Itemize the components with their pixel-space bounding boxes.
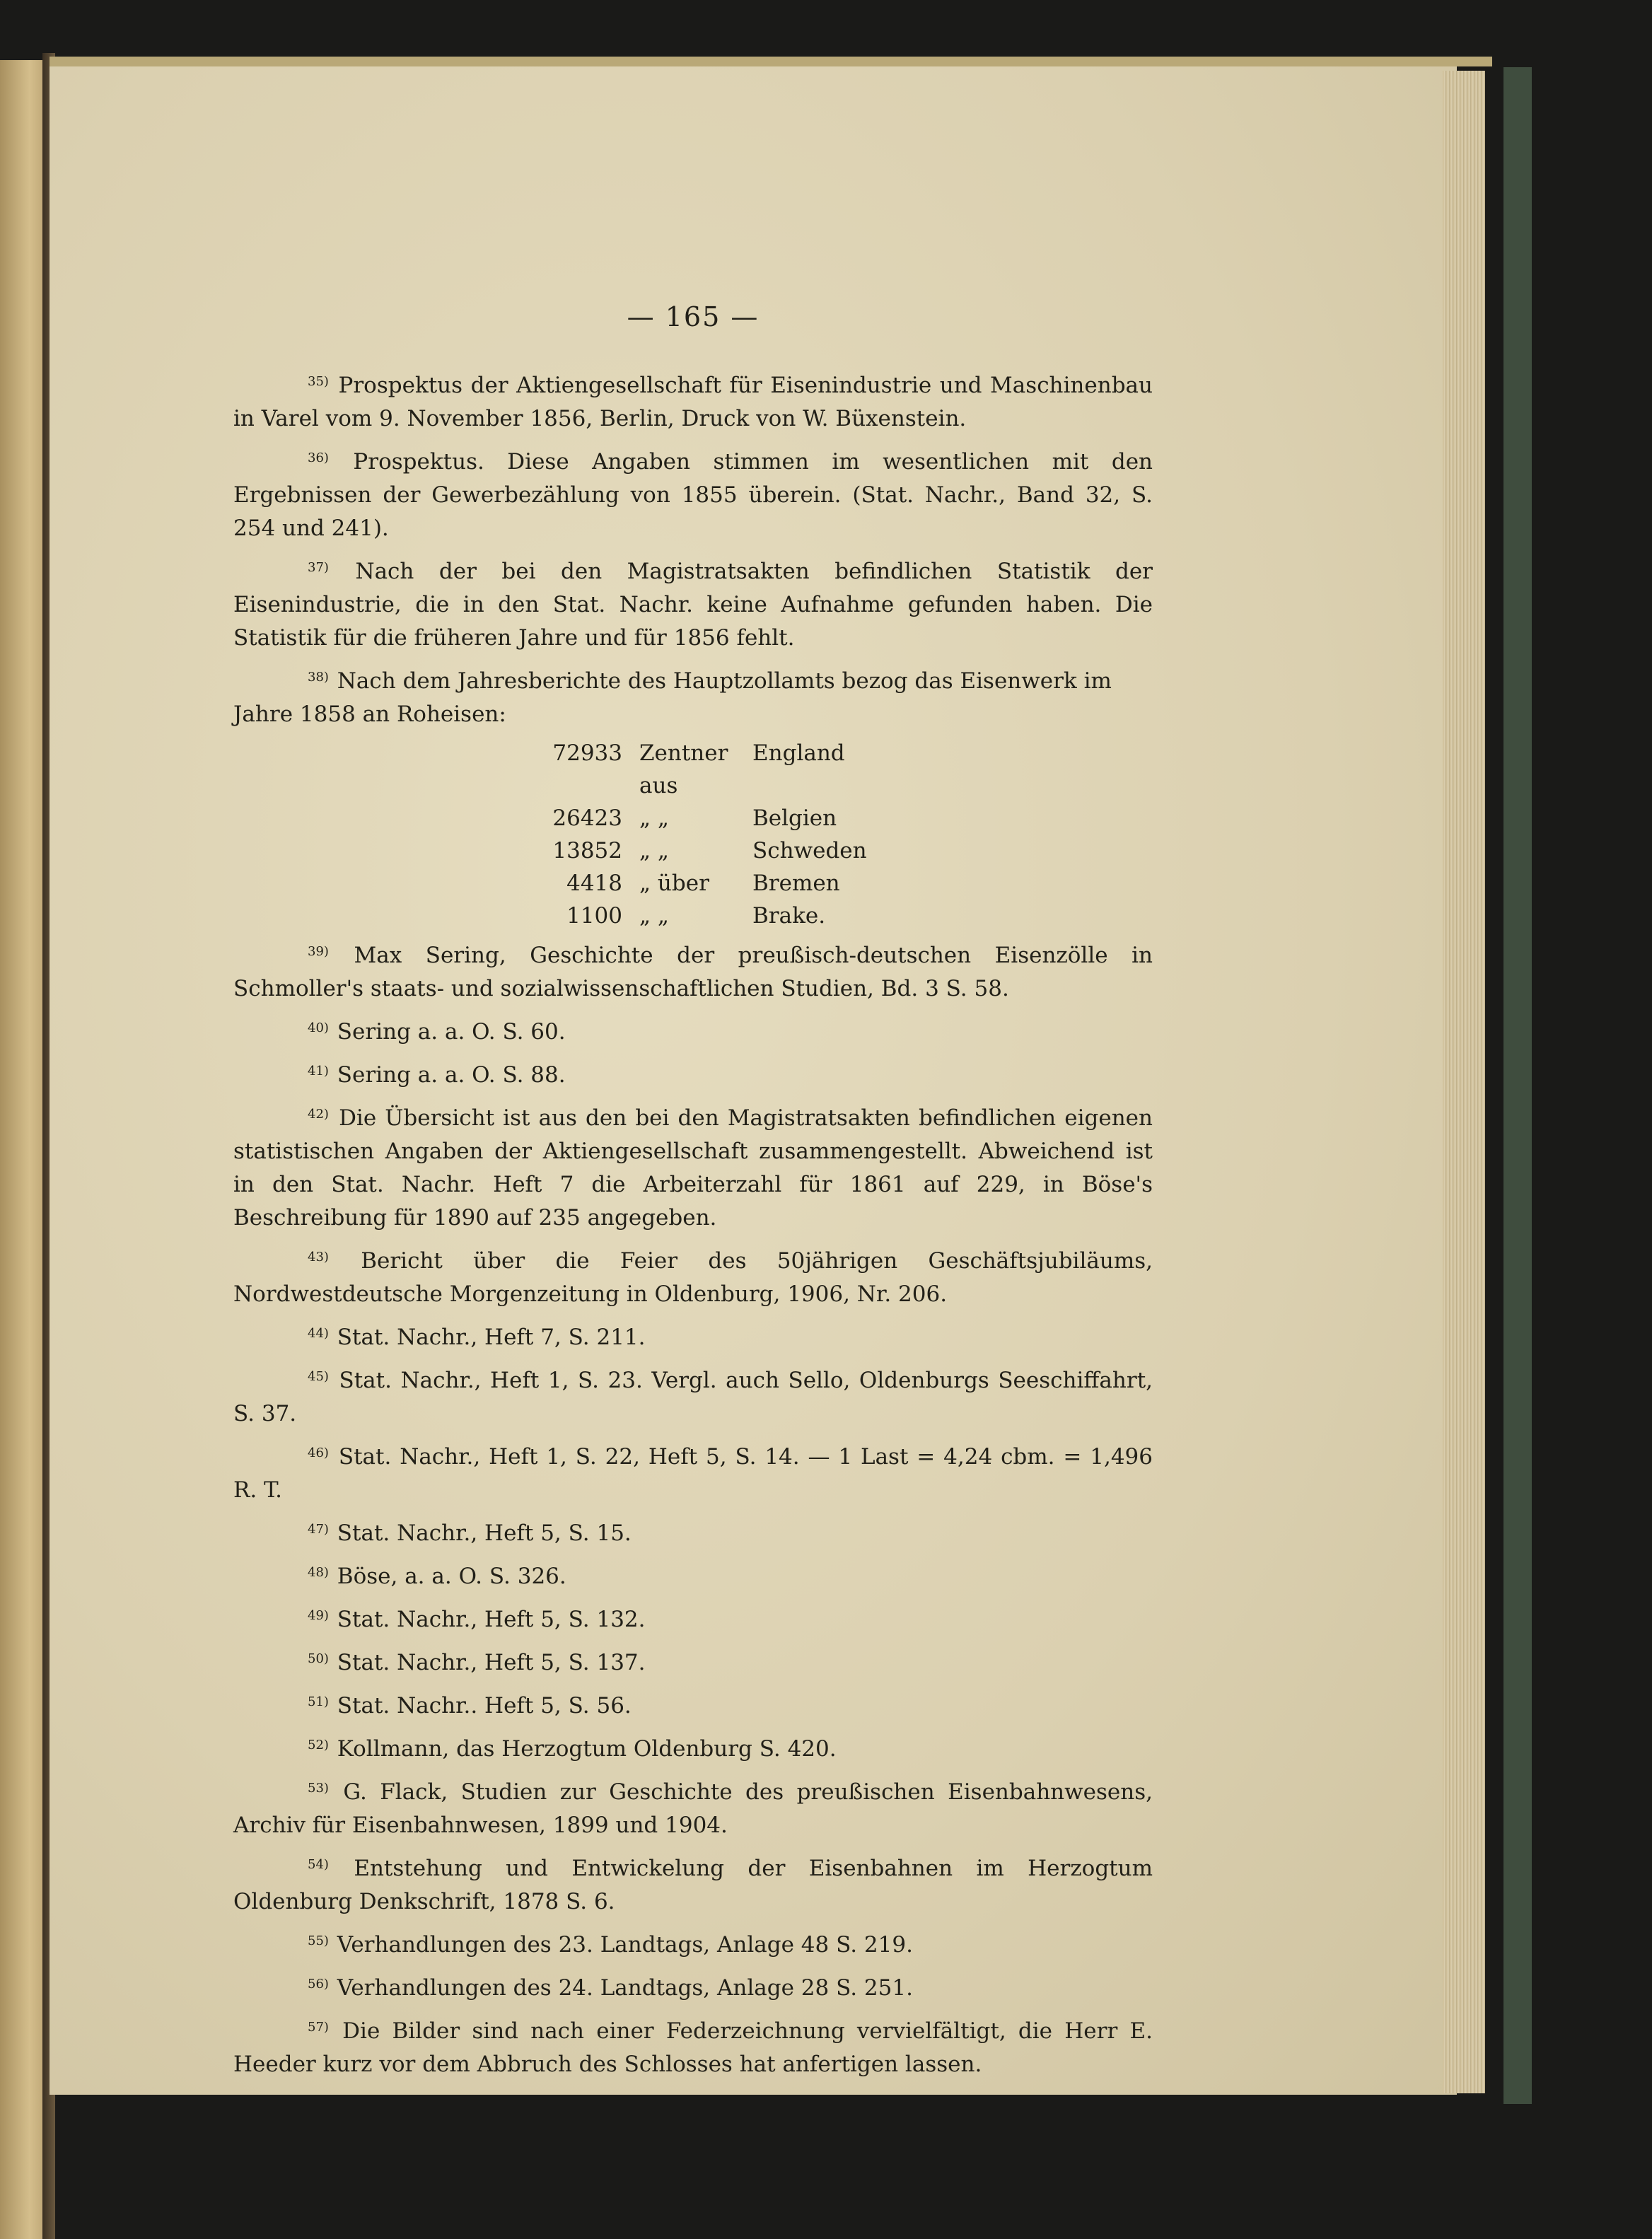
footnote-text: Bericht über die Feier des 50jährigen Geschäftsjubiläums, Nordwestdeutsche Morgenzeitung in Oldenburg, 1906, Nr. 206.: [233, 1248, 1153, 1307]
footnote: [233, 1011, 1153, 1049]
footnote-text: Stat. Nachr., Heft 1, S. 22, Heft 5, S. 14. — 1 Last = 4,24 cbm. = 1,496 R. T.: [233, 1444, 1153, 1503]
footnote: [233, 1642, 1153, 1680]
page-number: — 165 —: [627, 301, 760, 332]
footnote: [233, 1360, 1153, 1431]
table-cell: Belgien: [752, 806, 837, 831]
footnote-number: 43): [308, 1250, 329, 1264]
table-cell: Bremen: [752, 871, 840, 896]
footnote: [233, 1054, 1153, 1092]
table-cell: Schweden: [752, 838, 867, 863]
footnote-text: Prospektus. Diese Angaben stimmen im wesentlichen mit den Ergebnissen der Gewerbezählung von 1855 überein. (Stat. Nachr., Band 32, S. 254 und 241).: [233, 449, 1153, 541]
footnote: [233, 365, 1153, 436]
table-cell: „ „: [639, 838, 669, 863]
footnote: [233, 1848, 1153, 1919]
footnote-number: 45): [308, 1369, 329, 1384]
footnote-number: 55): [308, 1933, 329, 1948]
footnote-text: Stat. Nachr., Heft 5, S. 132.: [337, 1607, 646, 1632]
footnote: [233, 2011, 1153, 2081]
page-content: [233, 301, 1153, 2087]
footnote-number: 40): [308, 1020, 329, 1035]
table-cell: Brake.: [752, 903, 826, 929]
footnote-text: Die Übersicht ist aus den bei den Magistratsakten befindlichen eigenen statistischen Angaben der Aktiengesellschaft zusammengestellt. Abweichend ist in den Stat. Nachr. Heft 7 die Arbeiterzahl für 1861 auf 229, in Böse's Beschreibung für 1890 auf 235 angegeben.: [233, 1105, 1153, 1231]
table-cell: 4418: [566, 871, 622, 896]
footnote-text: Sering a. a. O. S. 88.: [337, 1062, 566, 1088]
table-cell: 13852: [552, 838, 622, 863]
table-row: [530, 802, 1153, 834]
footnote-number: 36): [308, 450, 329, 465]
table-row: [530, 737, 1153, 802]
footnote-text: Stat. Nachr.. Heft 5, S. 56.: [337, 1693, 632, 1718]
footnote-text: Stat. Nachr., Heft 5, S. 137.: [337, 1650, 646, 1675]
page-top-edge: [50, 57, 1492, 66]
table-row: [530, 867, 1153, 900]
footnote-number: 39): [308, 944, 329, 959]
footnote: [233, 1772, 1153, 1842]
footnote-text: Stat. Nachr., Heft 7, S. 211.: [337, 1325, 646, 1350]
footnote-number: 56): [308, 1977, 329, 1991]
table-row: [530, 834, 1153, 867]
footnote-text: Nach dem Jahresberichte des Hauptzollamts bezog das Eisenwerk im Jahre 1858 an Roheisen:: [233, 668, 1112, 727]
footnote-text: Nach der bei den Magistratsakten befindlichen Statistik der Eisenindustrie, die in den Stat. Nachr. keine Aufnahme gefunden haben. Die Statistik für die früheren Jahre und für 1856 fehlt.: [233, 559, 1153, 651]
table-row: [530, 900, 1153, 932]
footnote: [233, 1599, 1153, 1636]
footnote: [233, 1436, 1153, 1507]
footnote-number: 46): [308, 1446, 329, 1460]
footnote-text: Böse, a. a. O. S. 326.: [337, 1564, 566, 1589]
footnote-number: 41): [308, 1064, 329, 1078]
footnote-number: 54): [308, 1857, 329, 1872]
footnote-number: 38): [308, 670, 329, 685]
footnote-text: Die Bilder sind nach einer Federzeichnung vervielfältigt, die Herr E. Heeder kurz vor dem Abbruch des Schlosses hat anfertigen lassen.: [233, 2018, 1153, 2077]
footnote-text: Max Sering, Geschichte der preußisch-deutschen Eisenzölle in Schmoller's staats- und sozialwissenschaftlichen Studien, Bd. 3 S. 58.: [233, 943, 1153, 1001]
table-cell: 26423: [552, 806, 622, 831]
table-cell: Zentner aus: [639, 740, 728, 798]
footnote-number: 50): [308, 1651, 329, 1666]
table-cell: „ „: [639, 903, 669, 929]
footnote-number: 57): [308, 2020, 329, 2035]
table-cell: England: [752, 740, 845, 766]
footnote-number: 48): [308, 1565, 329, 1580]
footnote: [233, 1967, 1153, 2005]
footnote: [233, 1240, 1153, 1311]
footnote-text: Entstehung und Entwickelung der Eisenbahnen im Herzogtum Oldenburg Denkschrift, 1878 S. 6.: [233, 1856, 1153, 1914]
footnote: [233, 551, 1153, 655]
footnote-number: 52): [308, 1738, 329, 1752]
footnote-number: 44): [308, 1326, 329, 1341]
table-cell: 72933: [552, 740, 622, 766]
table-cell: 1100: [566, 903, 622, 929]
footnote-text: Sering a. a. O. S. 60.: [337, 1019, 566, 1045]
footnote-number: 47): [308, 1522, 329, 1537]
footnote: [233, 935, 1153, 1006]
footnote: [233, 1728, 1153, 1766]
footnote: [233, 441, 1153, 545]
footnote-text: Verhandlungen des 24. Landtags, Anlage 28 S. 251.: [337, 1975, 913, 2001]
footnote-text: G. Flack, Studien zur Geschichte des preußischen Eisenbahnwesens, Archiv für Eisenbahnwesen, 1899 und 1904.: [233, 1779, 1153, 1838]
footnote-number: 37): [308, 560, 329, 575]
footnote: [233, 661, 1153, 731]
footnote: [233, 1317, 1153, 1354]
table-cell: „ „: [639, 806, 669, 831]
footnote-number: 49): [308, 1608, 329, 1623]
footnote: [233, 1924, 1153, 1962]
footnote-text: Stat. Nachr., Heft 1, S. 23. Vergl. auch Sello, Oldenburgs Seeschiffahrt, S. 37.: [233, 1368, 1153, 1426]
footnote-text: Prospektus der Aktiengesellschaft für Eisenindustrie und Maschinenbau in Varel vom 9. November 1856, Berlin, Druck von W. Büxenstein.: [233, 373, 1153, 431]
footnote: [233, 1513, 1153, 1550]
footnote-number: 51): [308, 1694, 329, 1709]
footnote-text: Verhandlungen des 23. Landtags, Anlage 48 S. 219.: [337, 1932, 913, 1958]
footnote-number: 42): [308, 1107, 329, 1122]
footnote-number: 35): [308, 374, 329, 389]
footnote: [233, 1685, 1153, 1723]
footnote-number: 53): [308, 1781, 329, 1796]
book-cover-board: [1503, 67, 1532, 2104]
footnote-text: Kollmann, das Herzogtum Oldenburg S. 420.: [337, 1736, 837, 1762]
footnote-text: Stat. Nachr., Heft 5, S. 15.: [337, 1520, 632, 1546]
page-stack-edge: [1443, 71, 1485, 2093]
footnote: [233, 1098, 1153, 1235]
roheisen-table: [530, 737, 1153, 932]
table-cell: „ über: [639, 871, 709, 896]
footnote: [233, 1556, 1153, 1593]
